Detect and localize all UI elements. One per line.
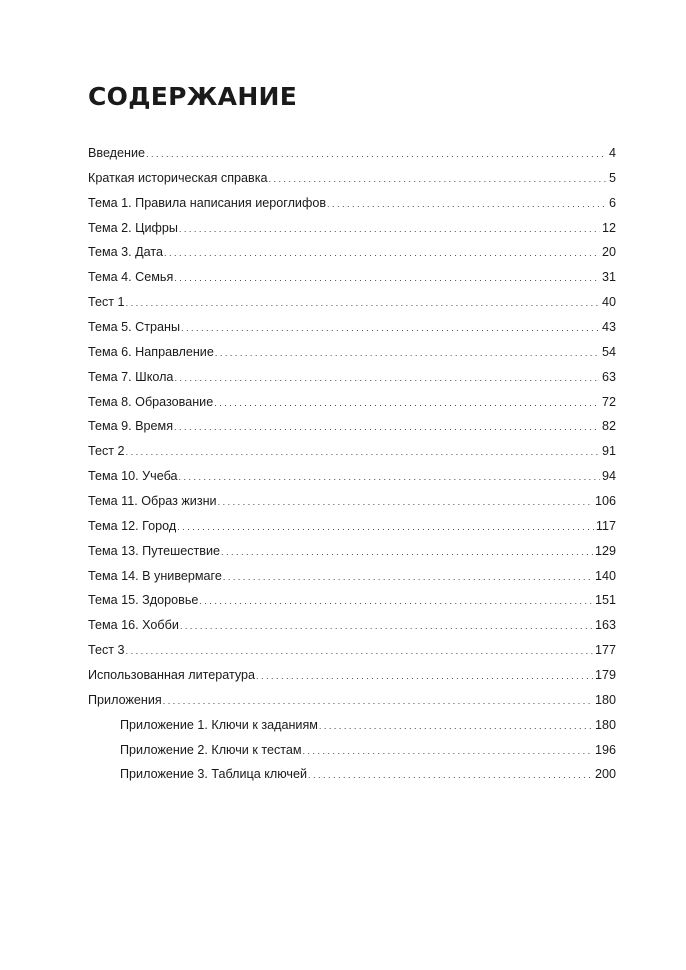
toc-entry-label: Приложение 3. Таблица ключей [120, 767, 308, 782]
toc-entry-page-number: 151 [594, 593, 616, 608]
toc-entry-label: Тема 11. Образ жизни [88, 494, 217, 509]
toc-entry[interactable] [88, 466, 616, 491]
toc-entry-label: Тема 3. Дата [88, 245, 164, 260]
toc-dot-leader [256, 665, 593, 686]
toc-dot-leader [214, 392, 600, 413]
toc-entry-page-number: 82 [601, 419, 616, 434]
toc-entry-label: Приложение 2. Ключи к тестам [120, 742, 302, 757]
toc-entry-label: Тема 12. Город [88, 518, 177, 533]
toc-dot-leader [303, 740, 593, 761]
toc-dot-leader [177, 516, 594, 537]
toc-dot-leader [221, 541, 593, 562]
toc-dot-leader [174, 416, 600, 437]
toc-entry[interactable] [88, 292, 616, 317]
toc-entry-label: Тема 15. Здоровье [88, 593, 199, 608]
toc-entry-page-number: 180 [594, 692, 616, 707]
toc-dot-leader [174, 267, 600, 288]
toc-entry-label: Тема 14. В универмаге [88, 568, 222, 583]
toc-entry-label: Приложения [88, 692, 162, 707]
toc-entry-page-number: 180 [594, 717, 616, 732]
toc-entry-label: Тема 7. Школа [88, 369, 174, 384]
toc-entry[interactable] [88, 491, 616, 516]
toc-dot-leader [179, 218, 600, 239]
toc-entry[interactable] [88, 242, 616, 267]
toc-entry-label: Тема 10. Учеба [88, 469, 178, 484]
toc-entry[interactable] [88, 764, 616, 789]
toc-dot-leader [269, 168, 607, 189]
toc-entry-page-number: 177 [594, 643, 616, 658]
toc-dot-leader [218, 491, 593, 512]
toc-entry[interactable] [88, 615, 616, 640]
toc-entry[interactable] [88, 317, 616, 342]
toc-dot-leader [327, 193, 607, 214]
toc-entry[interactable] [88, 516, 616, 541]
toc-entry-page-number: 63 [601, 369, 616, 384]
toc-entry-label: Тема 1. Правила написания иероглифов [88, 195, 327, 210]
toc-entry-page-number: 179 [594, 668, 616, 683]
toc-dot-leader [146, 143, 607, 164]
toc-entry-page-number: 117 [595, 518, 616, 533]
toc-entry-page-number: 200 [594, 767, 616, 782]
toc-entry-label: Тест 3 [88, 643, 125, 658]
toc-dot-leader [180, 615, 593, 636]
toc-dot-leader [164, 242, 600, 263]
toc-entry-label: Использованная литература [88, 668, 256, 683]
toc-entry-page-number: 106 [594, 494, 616, 509]
toc-entry-page-number: 40 [601, 295, 616, 310]
toc-entry-label: Тема 8. Образование [88, 394, 214, 409]
toc-entry-label: Тема 2. Цифры [88, 220, 178, 235]
toc-dot-leader [319, 715, 593, 736]
toc-entry-label: Краткая историческая справка [88, 170, 268, 185]
toc-entry-label: Введение [88, 146, 146, 160]
toc-entry[interactable] [88, 267, 616, 292]
toc-entry-page-number: 140 [594, 568, 616, 583]
toc-entry[interactable] [88, 168, 616, 193]
table-of-contents [88, 143, 616, 789]
toc-entry-label: Тема 4. Семья [88, 270, 174, 285]
toc-dot-leader [126, 640, 593, 661]
toc-dot-leader [163, 690, 593, 711]
toc-entry-label: Тема 13. Путешествие [88, 543, 221, 558]
toc-entry[interactable] [88, 541, 616, 566]
page-title: СОДЕРЖАНИЕ [88, 82, 298, 111]
toc-dot-leader [215, 342, 600, 363]
toc-entry[interactable] [88, 590, 616, 615]
toc-dot-leader [174, 367, 600, 388]
toc-entry-page-number: 5 [608, 170, 616, 185]
toc-entry-page-number: 43 [601, 320, 616, 335]
toc-entry-page-number: 12 [601, 220, 616, 235]
toc-entry-label: Тест 1 [88, 295, 125, 310]
toc-entry[interactable] [88, 640, 616, 665]
toc-entry-page-number: 4 [608, 146, 616, 160]
toc-dot-leader [126, 292, 600, 313]
toc-entry-page-number: 163 [594, 618, 616, 633]
toc-entry-label: Тема 9. Время [88, 419, 174, 434]
toc-entry[interactable] [88, 143, 616, 168]
toc-dot-leader [181, 317, 600, 338]
toc-entry[interactable] [88, 740, 616, 765]
toc-dot-leader [223, 566, 593, 587]
toc-entry[interactable] [88, 690, 616, 715]
toc-entry-page-number: 91 [601, 444, 616, 459]
toc-entry-page-number: 31 [601, 270, 616, 285]
toc-entry[interactable] [88, 392, 616, 417]
toc-dot-leader [308, 764, 593, 785]
toc-entry[interactable] [88, 566, 616, 591]
toc-entry-label: Тема 16. Хобби [88, 618, 179, 633]
toc-entry-page-number: 196 [594, 742, 616, 757]
toc-entry[interactable] [88, 665, 616, 690]
toc-entry-page-number: 129 [594, 543, 616, 558]
toc-entry-page-number: 20 [601, 245, 616, 260]
toc-dot-leader [126, 441, 600, 462]
toc-dot-leader [199, 590, 593, 611]
toc-entry-page-number: 94 [601, 469, 616, 484]
toc-entry[interactable] [88, 342, 616, 367]
toc-entry[interactable] [88, 193, 616, 218]
toc-entry-page-number: 72 [601, 394, 616, 409]
toc-entry-page-number: 6 [608, 195, 616, 210]
toc-entry[interactable] [88, 715, 616, 740]
toc-entry[interactable] [88, 416, 616, 441]
toc-dot-leader [179, 466, 600, 487]
toc-entry-label: Приложение 1. Ключи к заданиям [120, 717, 318, 732]
toc-entry-page-number: 54 [601, 344, 616, 359]
toc-entry[interactable] [88, 218, 616, 243]
toc-entry-label: Тест 2 [88, 444, 125, 459]
toc-entry-label: Тема 6. Направление [88, 344, 214, 359]
toc-entry[interactable] [88, 367, 616, 392]
toc-entry-label: Тема 5. Страны [88, 320, 181, 335]
toc-entry[interactable] [88, 441, 616, 466]
